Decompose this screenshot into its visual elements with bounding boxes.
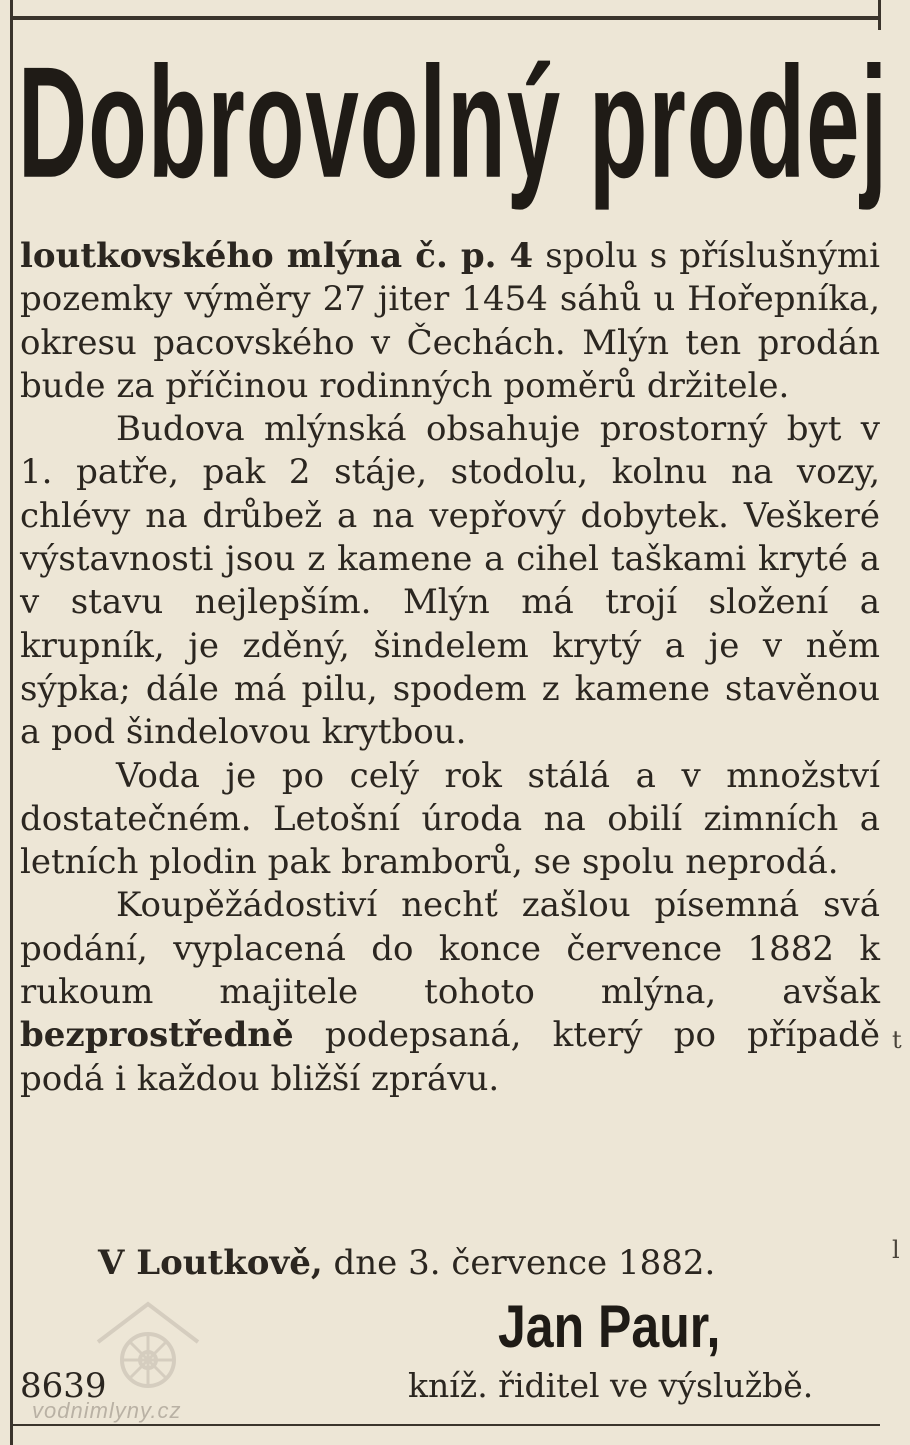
margin-fragment: l — [892, 1236, 900, 1264]
signer-title: kníž. řiditel ve výslužbě. — [408, 1366, 814, 1405]
dateline-date: dne 3. července 1882. — [322, 1243, 716, 1283]
intro-text: spolu s příslušnými pozemky výměry 27 jiter 1454 sáhů u Hořepníka, okresu pacovského v Čechách. Mlýn ten prodán bude za příčinou rodinných poměrů držitele. — [20, 236, 880, 406]
dateline-place: V Loutkově, — [98, 1243, 323, 1283]
right-column-rule — [878, 0, 881, 30]
buyers-emphasis: bezprostředně — [20, 1015, 294, 1056]
buyers-paragraph — [20, 884, 880, 1100]
water-paragraph: Voda je po celý rok stálá a v množství dostatečném. Letošní úroda na obilí zimních a letních plodin pak bramborů, se spolu neprodá. — [20, 755, 880, 883]
margin-fragment: t — [892, 1026, 902, 1054]
signature: Jan Paur, — [498, 1293, 721, 1361]
headline: Dobrovolný prodej — [17, 34, 889, 212]
buyers-text: Koupěžádostiví nechť zašlou písemná svá podání, vyplacená do konce července 1882 k rukoum majitele tohoto mlýna, avšak — [20, 885, 880, 1013]
mill-name: loutkovského mlýna č. p. 4 — [20, 236, 534, 276]
watermark-mill-icon — [88, 1292, 208, 1402]
advertisement-body — [20, 235, 880, 1101]
bottom-rule — [10, 1424, 880, 1426]
ad-number: 8639 — [20, 1366, 107, 1406]
watermark-text: vodnimlyny.cz — [32, 1398, 182, 1423]
building-paragraph: Budova mlýnská obsahuje prostorný byt v 1. patře, pak 2 stáje, stodolu, kolnu na vozy, chlévy na drůbež a na vepřový dobytek. Veškeré výstavnosti jsou z kamene a cihel taškami kryté a v stavu nejlepším. Mlýn má trojí složení a krupník, je zděný, šindelem krytý a je v něm sýpka; dále má pilu, spodem z kamene stavěnou a pod šindelovou krytbou. — [20, 409, 880, 753]
buyers-text-end: podepsaná, který po případě podá i každou bližší zprávu. — [20, 1015, 880, 1099]
left-column-rule — [10, 0, 13, 1445]
intro-paragraph — [20, 235, 880, 408]
dateline — [98, 1243, 715, 1283]
